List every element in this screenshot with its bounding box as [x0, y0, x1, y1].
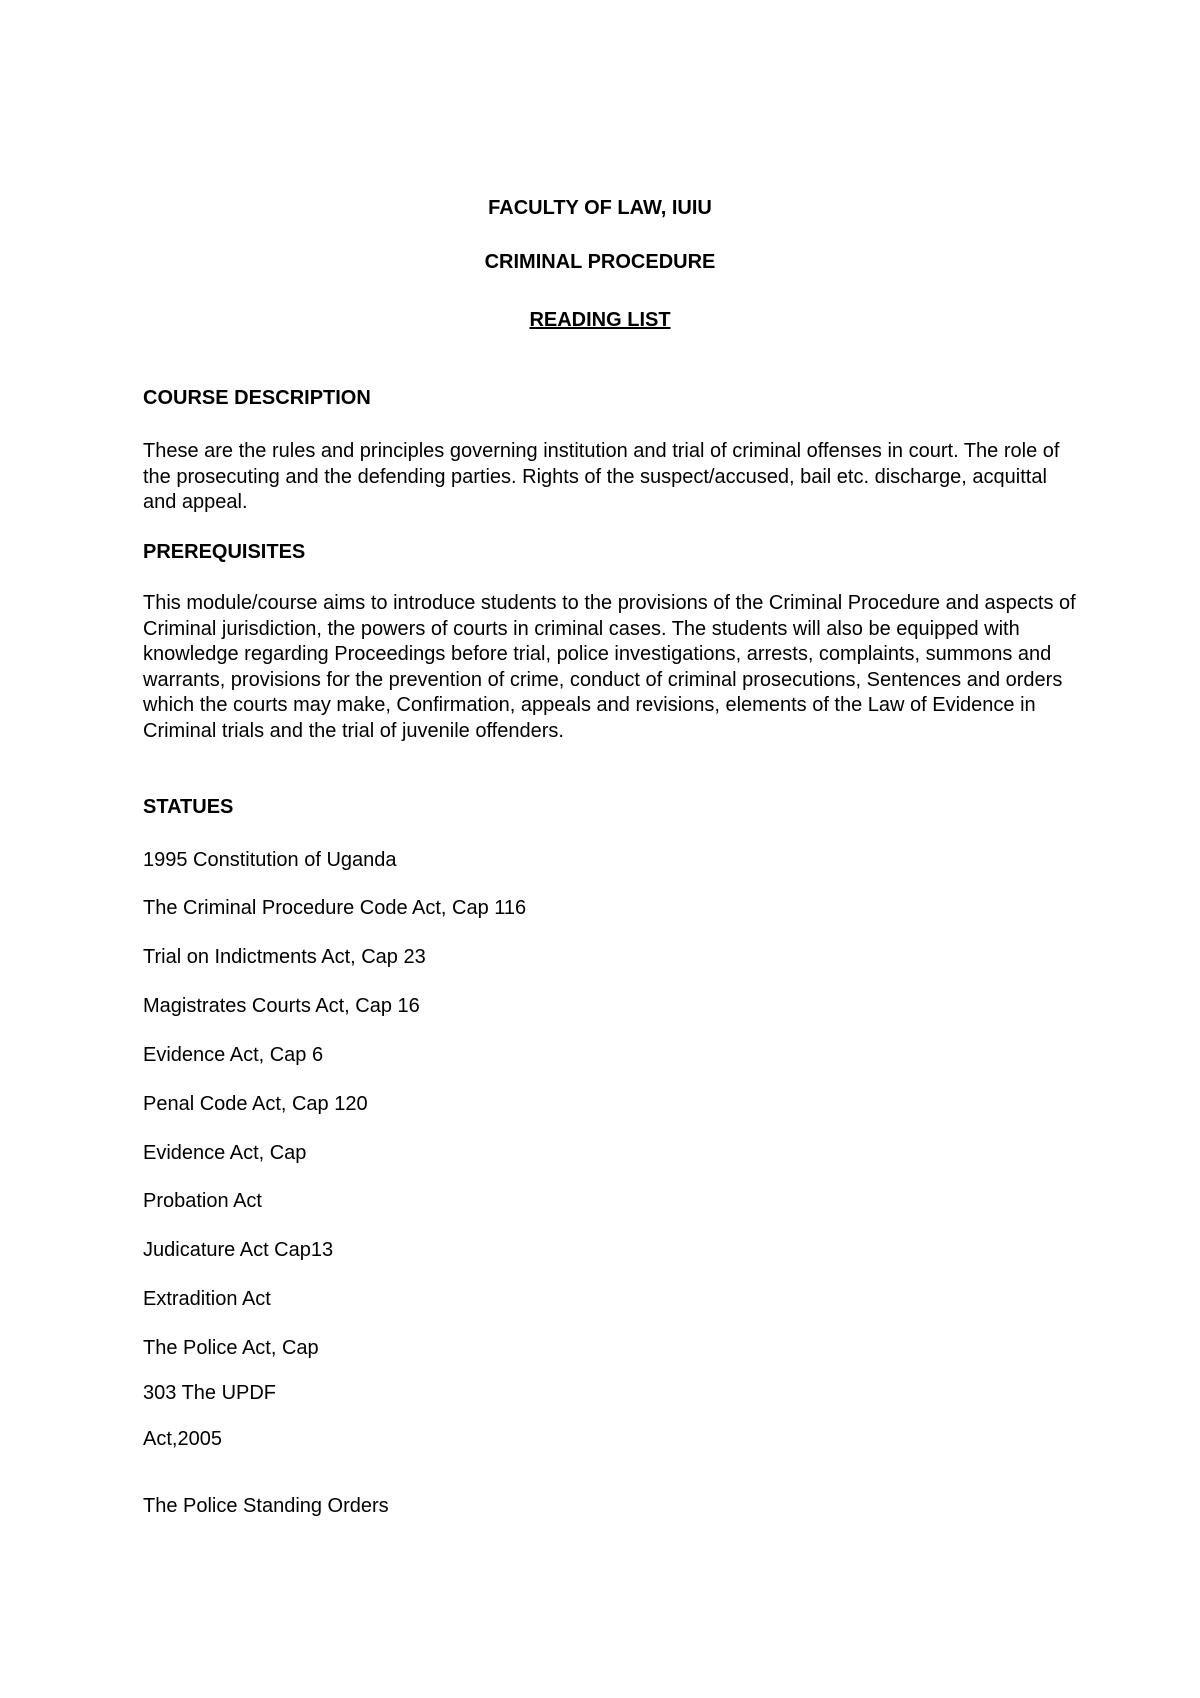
statute-item: Act,2005: [143, 1428, 222, 1450]
course-description-text: These are the rules and principles governing institution and trial of criminal offenses in court. The role of the prosecuting and the defending parties. Rights of the suspect/accused, bail etc. discharge, acquittal and appeal.: [143, 440, 1060, 513]
prerequisites-text: This module/course aims to introduce students to the provisions of the Criminal Procedure and aspects of Criminal jurisdiction, the powers of courts in criminal cases. The students will also be equipped with knowledge regarding Proceedings before trial, police investigations, arrests, complaints, summons and warrants, provisions for the prevention of crime, conduct of criminal prosecutions, Sentences and orders which the courts may make, Confirmation, appeals and revisions, elements of the Law of Evidence in Criminal trials and the trial of juvenile offenders.: [143, 592, 1076, 742]
statute-item: The Police Standing Orders: [143, 1495, 389, 1517]
statute-item: Trial on Indictments Act, Cap 23: [143, 946, 426, 968]
course-title: CRIMINAL PROCEDURE: [484, 251, 716, 273]
statutes-heading: STATUES: [143, 796, 234, 818]
statute-item: Judicature Act Cap13: [143, 1239, 334, 1261]
faculty-title: FACULTY OF LAW, IUIU: [488, 197, 712, 219]
statute-item: 1995 Constitution of Uganda: [143, 849, 397, 871]
reading-list-title: [0, 308, 1200, 332]
statute-item: Extradition Act: [143, 1288, 271, 1310]
prerequisites-heading: PREREQUISITES: [143, 541, 306, 563]
statute-item: Evidence Act, Cap 6: [143, 1044, 324, 1066]
course-description-heading: COURSE DESCRIPTION: [143, 387, 371, 409]
statute-item: The Police Act, Cap: [143, 1337, 319, 1359]
statute-item: Penal Code Act, Cap 120: [143, 1093, 368, 1115]
reading-list-title-text: READING LIST: [529, 309, 671, 331]
statute-item: Evidence Act, Cap: [143, 1142, 307, 1164]
statute-item: 303 The UPDF: [143, 1382, 277, 1404]
statute-item: Magistrates Courts Act, Cap 16: [143, 995, 420, 1017]
statute-item: The Criminal Procedure Code Act, Cap 116: [143, 897, 527, 919]
statute-item: Probation Act: [143, 1190, 262, 1212]
